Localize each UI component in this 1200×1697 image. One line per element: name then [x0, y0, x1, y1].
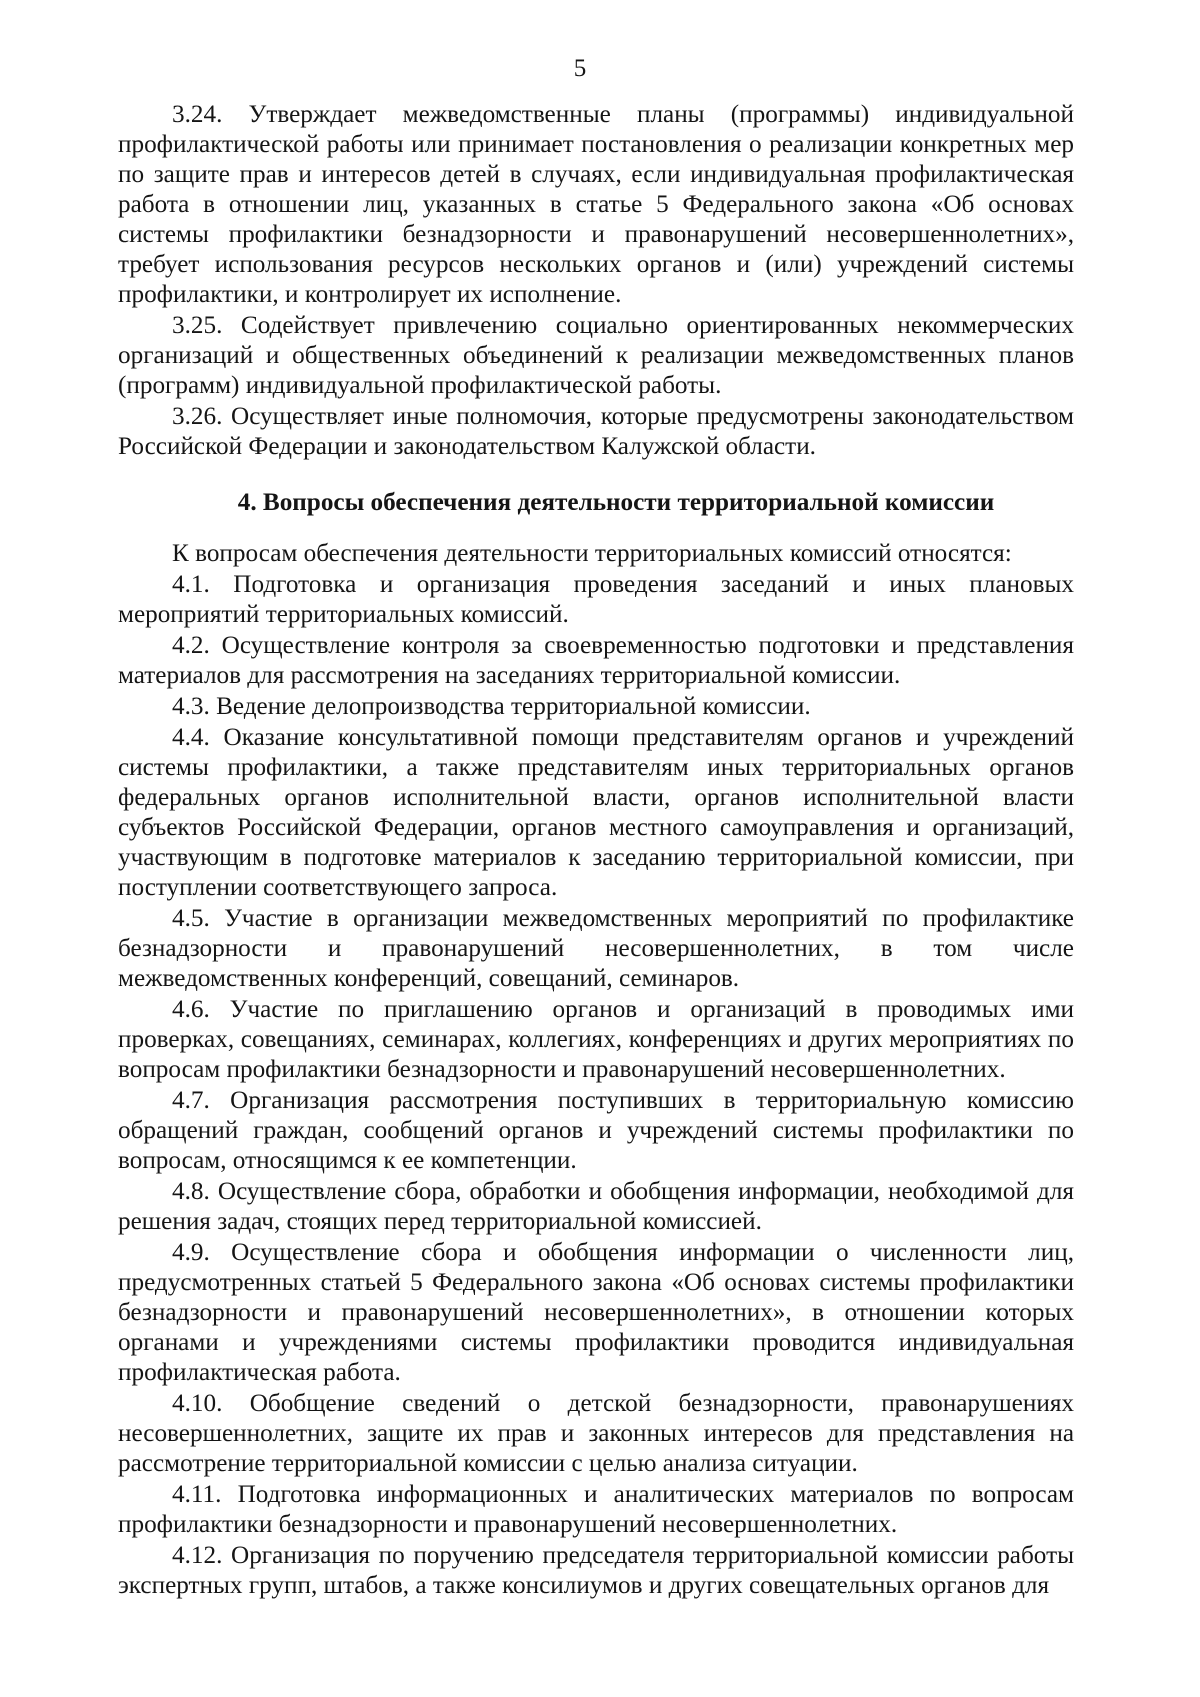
document-body	[118, 100, 1074, 1601]
section-4-title: 4. Вопросы обеспечения деятельности территориальной комиссии	[237, 489, 995, 516]
paragraph-3-25: 3.25. Содействует привлечению социально ориентированных некоммерческих организаций и общественных объединений к реализации межведомственных планов (программ) индивидуальной профилактической работы.	[118, 312, 1074, 399]
paragraph-4-4: 4.4. Оказание консультативной помощи представителям органов и учреждений системы профилактики, а также представителям иных территориальных органов федеральных органов исполнительной власти, органов исполнительной власти субъектов Российской Федерации, органов местного самоуправления и организаций, участвующим в подготовке материалов к заседанию территориальной комиссии, при поступлении соответствующего запроса.	[118, 724, 1074, 901]
paragraph-4-12: 4.12. Организация по поручению председателя территориальной комиссии работы экспертных групп, штабов, а также консилиумов и других совещательных органов для	[118, 1542, 1074, 1599]
paragraph-4-10: 4.10. Обобщение сведений о детской безнадзорности, правонарушениях несовершеннолетних, защите их прав и законных интересов для представления на рассмотрение территориальной комиссии с целью анализа ситуации.	[118, 1390, 1074, 1477]
paragraph-4-2: 4.2. Осуществление контроля за своевременностью подготовки и представления материалов для рассмотрения на заседаниях территориальной комиссии.	[118, 632, 1074, 689]
paragraph-4-11: 4.11. Подготовка информационных и аналитических материалов по вопросам профилактики безнадзорности и правонарушений несовершеннолетних.	[118, 1481, 1074, 1538]
paragraph-4-5: 4.5. Участие в организации межведомственных мероприятий по профилактике безнадзорности и правонарушений несовершеннолетних, в том числе межведомственных конференций, совещаний, семинаров.	[118, 905, 1074, 992]
section-4-intro: К вопросам обеспечения деятельности территориальных комиссий относятся:	[172, 540, 1012, 567]
paragraph-4-8: 4.8. Осуществление сбора, обработки и обобщения информации, необходимой для решения задач, стоящих перед территориальной комиссией.	[118, 1178, 1074, 1235]
paragraph-4-7: 4.7. Организация рассмотрения поступивших в территориальную комиссию обращений граждан, сообщений органов и учреждений системы профилактики по вопросам, относящимся к ее компетенции.	[118, 1087, 1074, 1174]
paragraph-4-6: 4.6. Участие по приглашению органов и организаций в проводимых ими проверках, совещаниях, семинарах, коллегиях, конференциях и других мероприятиях по вопросам профилактики безнадзорности и правонарушений несовершеннолетних.	[118, 996, 1074, 1083]
paragraph-4-1: 4.1. Подготовка и организация проведения заседаний и иных плановых мероприятий территориальных комиссий.	[118, 571, 1074, 628]
page-number: 5	[573, 55, 587, 82]
paragraph-3-24: 3.24. Утверждает межведомственные планы (программы) индивидуальной профилактической работы или принимает постановления о реализации конкретных мер по защите прав и интересов детей в случаях, если индивидуальная профилактическая работа в отношении лиц, указанных в статье 5 Федерального закона «Об основах системы профилактики безнадзорности и правонарушений несовершеннолетних», требует использования ресурсов нескольких органов и (или) учреждений системы профилактики, и контролирует их исполнение.	[118, 101, 1074, 308]
paragraph-4-3: 4.3. Ведение делопроизводства территориальной комиссии.	[172, 693, 811, 720]
paragraph-3-26: 3.26. Осуществляет иные полномочия, которые предусмотрены законодательством Российской Федерации и законодательством Калужской области.	[118, 403, 1074, 460]
paragraph-4-9: 4.9. Осуществление сбора и обобщения информации о численности лиц, предусмотренных статьей 5 Федерального закона «Об основах системы профилактики безнадзорности и правонарушений несовершеннолетних», в отношении которых органами и учреждениями системы профилактики проводится индивидуальная профилактическая работа.	[118, 1239, 1074, 1386]
